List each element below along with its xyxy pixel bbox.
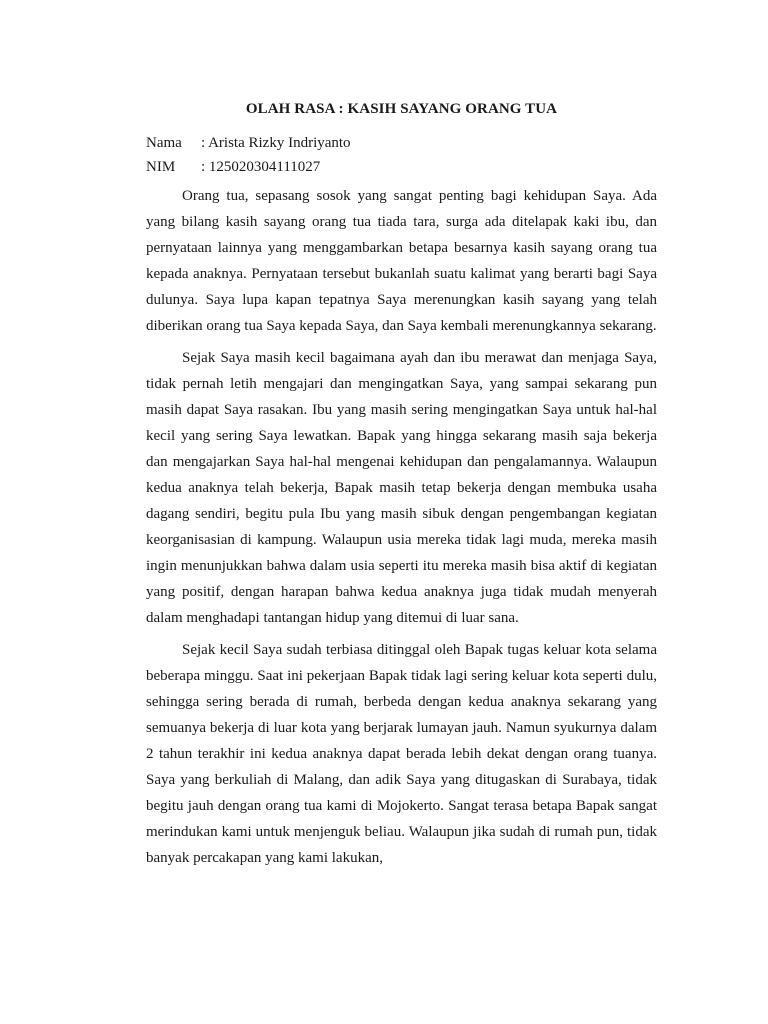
student-info xyxy=(146,131,657,179)
nim-value: : 125020304111027 xyxy=(201,159,321,175)
paragraph: Sejak kecil Saya sudah terbiasa ditinggal oleh Bapak tugas keluar kota selama beberapa minggu. Saat ini pekerjaan Bapak tidak lagi sering keluar kota seperti dulu, sehingga sering berada di rumah, berbeda dengan kedua anaknya sekarang yang semuanya bekerja di luar kota yang berjarak lumayan jauh. Namun syukurnya dalam 2 tahun terakhir ini kedua anaknya dapat berada lebih dekat dengan orang tuanya. Saya yang berkuliah di Malang, dan adik Saya yang ditugaskan di Surabaya, tidak begitu jauh dengan orang tua kami di Mojokerto. Sangat terasa betapa Bapak sangat merindukan kami untuk menjenguk beliau. Walaupun jika sudah di rumah pun, tidak banyak percakapan yang kami lakukan, xyxy=(146,642,657,866)
paragraph: Orang tua, sepasang sosok yang sangat penting bagi kehidupan Saya. Ada yang bilang kasih sayang orang tua tiada tara, surga ada ditelapak kaki ibu, dan pernyataan lainnya yang menggambarkan betapa besarnya kasih sayang orang tua kepada anaknya. Pernyataan tersebut bukanlah suatu kalimat yang berarti bagi Saya dulunya. Saya lupa kapan tepatnya Saya merenungkan kasih sayang yang telah diberikan orang tua Saya kepada Saya, dan Saya kembali merenungkannya sekarang. xyxy=(146,188,657,334)
name-row xyxy=(146,131,657,155)
name-label: Nama xyxy=(146,135,182,151)
paragraph: Sejak Saya masih kecil bagaimana ayah dan ibu merawat dan menjaga Saya, tidak pernah letih mengajari dan mengingatkan Saya, yang sampai sekarang pun masih dapat Saya rasakan. Ibu yang masih sering mengingatkan Saya untuk hal-hal kecil yang sering Saya lewatkan. Bapak yang hingga sekarang masih saja bekerja dan mengajarkan Saya hal-hal mengenai kehidupan dan pengalamannya. Walaupun kedua anaknya telah bekerja, Bapak masih tetap bekerja dengan membuka usaha dagang sendiri, begitu pula Ibu yang masih sibuk dengan pengembangan kegiatan keorganisasian di kampung. Walaupun usia mereka tidak lagi muda, mereka masih ingin menunjukkan bahwa dalam usia seperti itu mereka masih bisa aktif di kegiatan yang positif, dengan harapan bahwa kedua anaknya juga tidak mudah menyerah dalam menghadapi tantangan hidup yang ditemui di luar sana. xyxy=(146,350,657,626)
nim-row xyxy=(146,155,657,179)
name-value: : Arista Rizky Indriyanto xyxy=(201,135,351,151)
document-title: OLAH RASA : KASIH SAYANG ORANG TUA xyxy=(245,101,558,117)
nim-label: NIM xyxy=(146,159,176,175)
document-page xyxy=(146,99,657,877)
